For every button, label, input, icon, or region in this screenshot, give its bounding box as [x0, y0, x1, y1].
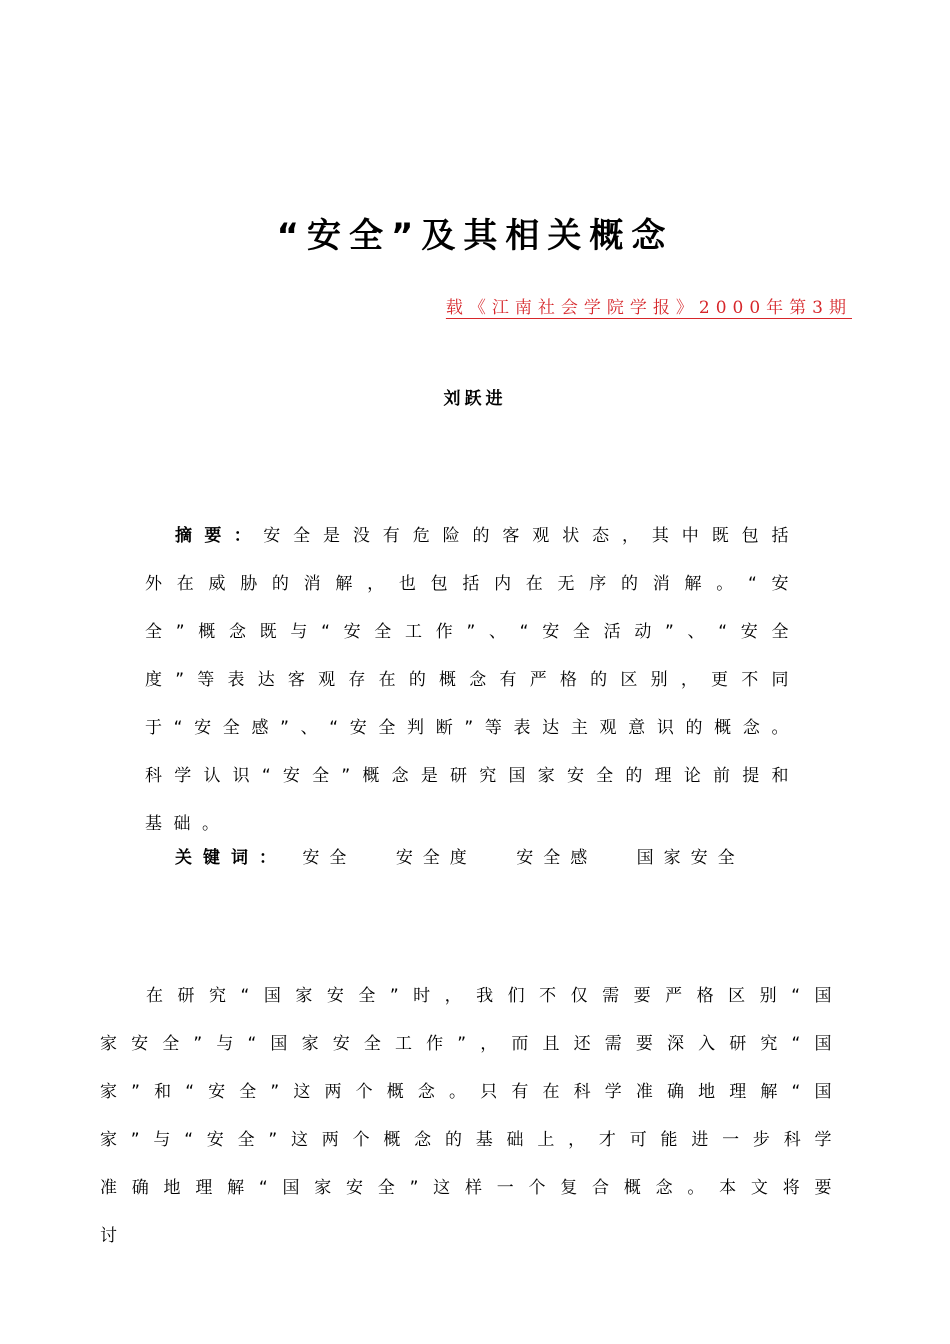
abstract-paragraph	[145, 512, 800, 848]
keyword-item: 安全	[302, 848, 357, 868]
page-title: “安全”及其相关概念	[276, 216, 674, 256]
abstract-text: 安全是没有危险的客观状态，其中既包括外在威胁的消解，也包括内在无序的消解。“安全”概念既与“安全工作”、“安全活动”、“安全度”等表达客观存在的概念有严格的区别，更不同于“安全感”、“安全判断”等表达主观意识的概念。科学认识“安全”概念是研究国家安全的理论前提和基础。	[145, 526, 801, 834]
abstract-label: 摘要：	[175, 526, 264, 546]
keywords-line	[175, 843, 769, 868]
keyword-item: 安全感	[516, 848, 598, 868]
keyword-item: 国家安全	[636, 848, 745, 868]
source-citation-link[interactable]: 载《江南社会学院学报》2000年第3期	[445, 298, 852, 318]
keywords-label: 关键词：	[175, 848, 287, 868]
body-paragraph: 在研究“国家安全”时，我们不仅需要严格区别“国家安全”与“国家安全工作”，而且还需要深入研究“国家”和“安全”这两个概念。只有在科学准确地理解“国家”与“安全”这两个概念的基础上，才可能进一步科学准确地理解“国家安全”这样一个复合概念。本文将要讨	[100, 986, 845, 1246]
author-name: 刘跃进	[443, 389, 507, 409]
keyword-item: 安全度	[395, 848, 477, 868]
